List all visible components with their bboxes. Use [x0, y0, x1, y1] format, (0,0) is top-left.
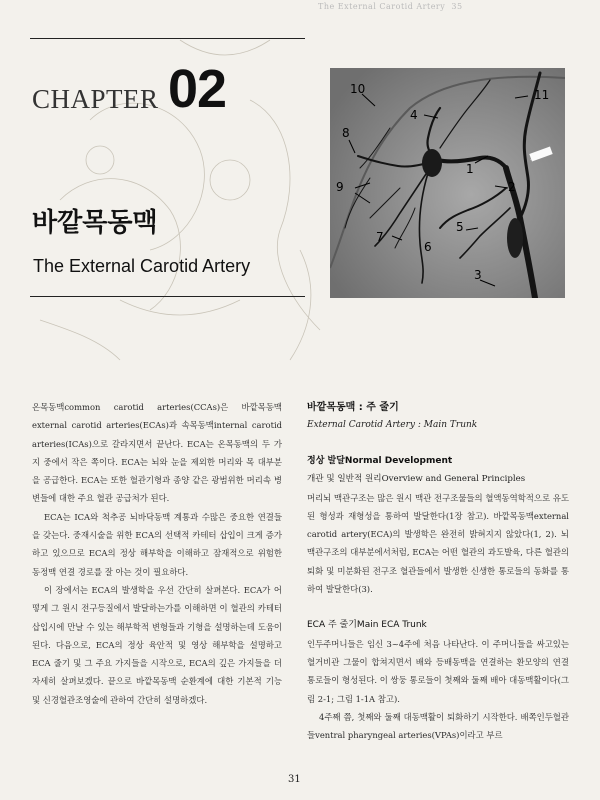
subsection-heading: 정상 발달Normal Development	[307, 456, 453, 466]
figure-label: 4	[410, 108, 418, 122]
body-paragraph: 이 장에서는 ECA의 발생학을 우선 간단히 살펴본다. ECA가 어떻게 그 원시 전구등질에서 발달하는가를 이해하면 이 혈관의 카테터 삽입시에 만날 수 있는 해부학적 변형들과 기형을 설명하는데 도움이 된다. 다음으로, ECA의 정상 육안적 및 영상 해부학을 설명하고 ECA 줄기 및 그 주요 가지들을 시작으로, ECA의 깊은 가지들을 더 자세히 살펴보겠다. 끝으로 바깥목동맥 순환계에 대한 기본적 기능 및 신경혈관조영술에 관하여 간단히 설명하겠다.	[32, 584, 282, 705]
body-paragraph: 머리뇌 맥관구조는 많은 원시 맥관 전구조물들의 혈액동역학적으로 유도된 형성과 재형성을 통하여 발달한다(1장 참고). 바깥목동맥external carotid artery(ECA)의 발생학은 완전히 밝혀지지 않았다(1, 2). 뇌 맥관구조의 대부분에서처럼, ECA는 어떤 혈관의 과도발육, 다른 혈관의 퇴화 및 미분화된 전구조 혈관들에서 발생한 신생한 통로들의 동화를 통하여 발달한다(3).	[307, 492, 569, 595]
subsection-subheading: 개관 및 일반적 원리Overview and General Principles	[307, 474, 526, 485]
figure-label: 10	[350, 82, 366, 96]
figure-label: 9	[336, 180, 344, 194]
chapter-title-english: The External Carotid Artery	[33, 256, 251, 276]
figure-label: 7	[376, 230, 384, 244]
left-column	[32, 398, 282, 709]
section-heading-english: External Carotid Artery : Main Trunk	[307, 420, 478, 430]
body-paragraph: 4주째 쯤, 첫째와 둘째 대동맥활이 퇴화하기 시작한다. 배쪽인두혈관들ventral pharyngeal arteries(VPAs)이라고 부르	[307, 711, 569, 741]
chapter-label: CHAPTER	[32, 84, 159, 114]
page-number: 31	[288, 774, 301, 785]
figure-label: 6	[424, 240, 432, 254]
bottom-rule	[30, 296, 305, 297]
chapter-title-korean: 바깥목동맥	[32, 208, 158, 238]
figure-label: 2	[508, 180, 516, 194]
figure-label: 5	[456, 220, 464, 234]
body-paragraph: 인두주머니들은 임신 3~4주에 처음 나타난다. 이 주머니들을 싸고있는 혈거비관 그물이 합쳐지면서 배와 등배동맥을 연결하는 환모양의 연결 통로들이 형성된다. 이 쌍둥 통로들이 첫째와 둘째 배아 대동맥활이다(그림 2-1; 그림 1-1A 참고).	[307, 638, 569, 704]
body-paragraph: ECA는 ICA와 척추공 뇌바닥동맥 계통과 수많은 중요한 연결들을 갖는다. 중재시술을 위한 ECA의 선택적 카테터 삽입이 크게 증가하고 있으므로 ECA의 정상 해부학을 이해하고 잠재적으로 위험한 동정맥 연결 경로를 잘 아는 것이 필요하다.	[32, 511, 282, 577]
subsection-heading: ECA 주 줄기Main ECA Trunk	[307, 620, 427, 631]
right-column	[307, 400, 569, 744]
body-paragraph: 온목동맥common carotid arteries(CCAs)은 바깥목동맥external carotid arteries(ECAs)과 속목동맥internal carotid arteries(ICAs)으로 갈라지면서 끝난다. ECA는 온목동맥의 두 가지 중에서 작은 쪽이다. ECA는 뇌와 눈을 제외한 머리와 목 대부분을 공급한다. ECA는 또한 혈관기형과 종양 같은 광범위한 머리속 병변들에 대한 주요 혈관 공급처가 된다.	[32, 402, 282, 504]
section-heading-korean: 바깥목동맥 : 주 줄기	[307, 402, 399, 413]
running-head: The External Carotid Artery 35	[318, 2, 463, 11]
figure-label: 3	[474, 268, 482, 282]
figure-label: 8	[342, 126, 350, 140]
angiogram-image	[330, 68, 565, 298]
chapter-number: 02	[168, 59, 227, 119]
top-rule	[30, 38, 305, 39]
figure-label: 1	[466, 162, 474, 176]
angiogram-figure	[330, 68, 565, 298]
figure-label: 11	[534, 88, 550, 102]
